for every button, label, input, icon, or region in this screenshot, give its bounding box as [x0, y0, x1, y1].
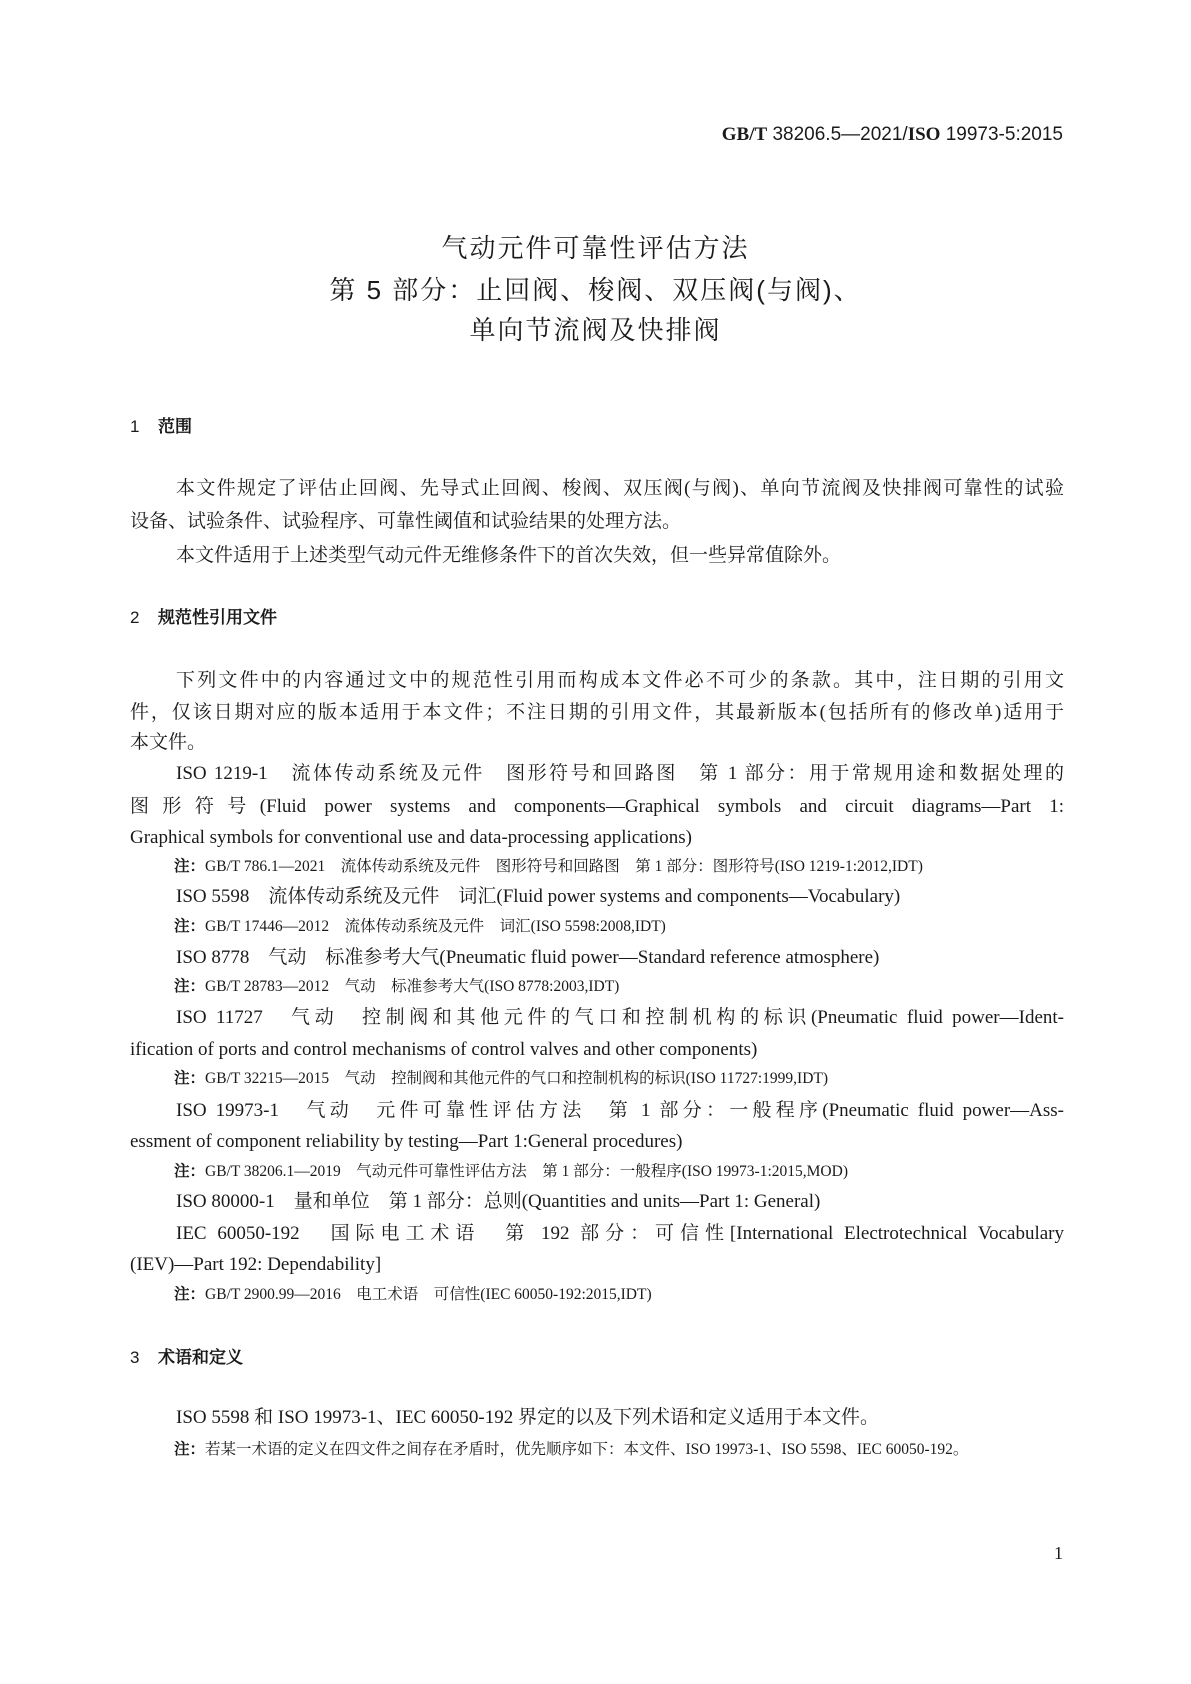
reference-line: ISO 80000-1 量和单位 第 1 部分：总则(Quantities and units—Part 1: General): [176, 1191, 821, 1212]
paragraph-line: 本文件规定了评估止回阀、先导式止回阀、梭阀、双压阀(与阀)、单向节流阀及快排阀可靠性的试验: [176, 478, 1064, 499]
document-title-line-3: 单向节流阀及快排阀: [469, 315, 722, 345]
reference-line: ISO 5598 流体传动系统及元件 词汇(Fluid power systems and components—Vocabulary): [176, 886, 901, 907]
note-text: GB/T 28783—2012 气动 标准参考大气(ISO 8778:2003,IDT): [205, 978, 620, 995]
section-heading-terms-definitions: [130, 1345, 243, 1371]
reference-line: 图形符号(Fluid power systems and components—Graphical symbols and circuit diagrams—Part 1:: [130, 796, 1064, 817]
note-label: 注：: [174, 1286, 206, 1303]
std-prefix: GB/T: [721, 124, 768, 145]
paragraph-line: 本文件。: [130, 732, 207, 753]
note-label: 注：: [174, 918, 206, 935]
iso-number: 19973-5:2015: [940, 124, 1063, 145]
section-heading-scope: [130, 414, 192, 440]
note-text: GB/T 38206.1—2019 气动元件可靠性评估方法 第 1 部分：一般程序(ISO 19973-1:2015,MOD): [205, 1163, 848, 1180]
paragraph-line: 本文件适用于上述类型气动元件无维修条件下的首次失效，但一些异常值除外。: [176, 545, 842, 566]
terms-note: [174, 1435, 1064, 1465]
section-title: 范围: [158, 417, 192, 436]
note-text: GB/T 32215—2015 气动 控制阀和其他元件的气口和控制机构的标识(ISO 11727:1999,IDT): [205, 1070, 829, 1087]
standard-number-header: [722, 124, 1063, 146]
paragraph-line: ISO 5598 和 ISO 19973-1、IEC 60050-192 界定的以及下列术语和定义适用于本文件。: [176, 1407, 879, 1428]
note-label: 注：: [174, 858, 206, 875]
note-label: 注：: [174, 1070, 206, 1087]
reference-note: [174, 912, 1064, 942]
reference-note: [174, 852, 1064, 882]
reference-line: ISO 1219-1 流体传动系统及元件 图形符号和回路图 第 1 部分：用于常规用途和数据处理的: [176, 763, 1064, 784]
section-heading-normative-references: [130, 605, 277, 631]
note-text: 若某一术语的定义在四文件之间存在矛盾时，优先顺序如下：本文件、ISO 19973-1、ISO 5598、IEC 60050-192。: [205, 1441, 969, 1458]
section-title: 术语和定义: [158, 1348, 243, 1367]
note-text: GB/T 786.1—2021 流体传动系统及元件 图形符号和回路图 第 1 部分：图形符号(ISO 1219-1:2012,IDT): [205, 858, 923, 875]
reference-note: [174, 972, 1064, 1002]
document-title-line-2: 第 5 部分：止回阀、梭阀、双压阀(与阀)、: [329, 275, 862, 305]
section-number: 1: [130, 417, 140, 436]
section-number: 2: [130, 608, 140, 627]
note-label: 注：: [174, 978, 206, 995]
reference-line: (IEV)—Part 192: Dependability]: [130, 1254, 382, 1275]
paragraph-line: 设备、试验条件、试验程序、可靠性阈值和试验结果的处理方法。: [130, 511, 682, 532]
reference-line: ification of ports and control mechanisms of control valves and other components): [130, 1039, 758, 1060]
reference-note: [174, 1280, 1064, 1310]
std-number: 38206.5—2021/: [767, 124, 908, 145]
reference-line: Graphical symbols for conventional use and data-processing applications): [130, 827, 692, 848]
paragraph-line: 件，仅该日期对应的版本适用于本文件；不注日期的引用文件，其最新版本(包括所有的修改单)适用于: [130, 702, 1064, 723]
reference-line: ISO 19973-1 气动 元件可靠性评估方法 第 1 部分：一般程序(Pneumatic fluid power—Ass-: [176, 1100, 1064, 1121]
reference-line: ISO 8778 气动 标准参考大气(Pneumatic fluid power—Standard reference atmosphere): [176, 947, 880, 968]
section-title: 规范性引用文件: [158, 608, 277, 627]
page-number: 1: [1054, 1543, 1063, 1563]
note-label: 注：: [174, 1441, 206, 1458]
reference-line: essment of component reliability by testing—Part 1:General procedures): [130, 1131, 683, 1152]
note-label: 注：: [174, 1163, 206, 1180]
iso-prefix: ISO: [907, 124, 941, 145]
note-text: GB/T 2900.99—2016 电工术语 可信性(IEC 60050-192:2015,IDT): [205, 1286, 652, 1303]
section-number: 3: [130, 1348, 140, 1367]
note-text: GB/T 17446—2012 流体传动系统及元件 词汇(ISO 5598:2008,IDT): [205, 918, 666, 935]
reference-note: [174, 1157, 1064, 1187]
document-title-line-1: 气动元件可靠性评估方法: [441, 233, 750, 263]
reference-line: ISO 11727 气动 控制阀和其他元件的气口和控制机构的标识(Pneumatic fluid power—Ident-: [176, 1007, 1064, 1028]
reference-note: [174, 1064, 1064, 1094]
paragraph-line: 下列文件中的内容通过文中的规范性引用而构成本文件必不可少的条款。其中，注日期的引用文: [176, 670, 1064, 691]
reference-line: IEC 60050-192 国际电工术语 第 192 部分：可信性[International Electrotechnical Vocabulary: [176, 1223, 1064, 1244]
